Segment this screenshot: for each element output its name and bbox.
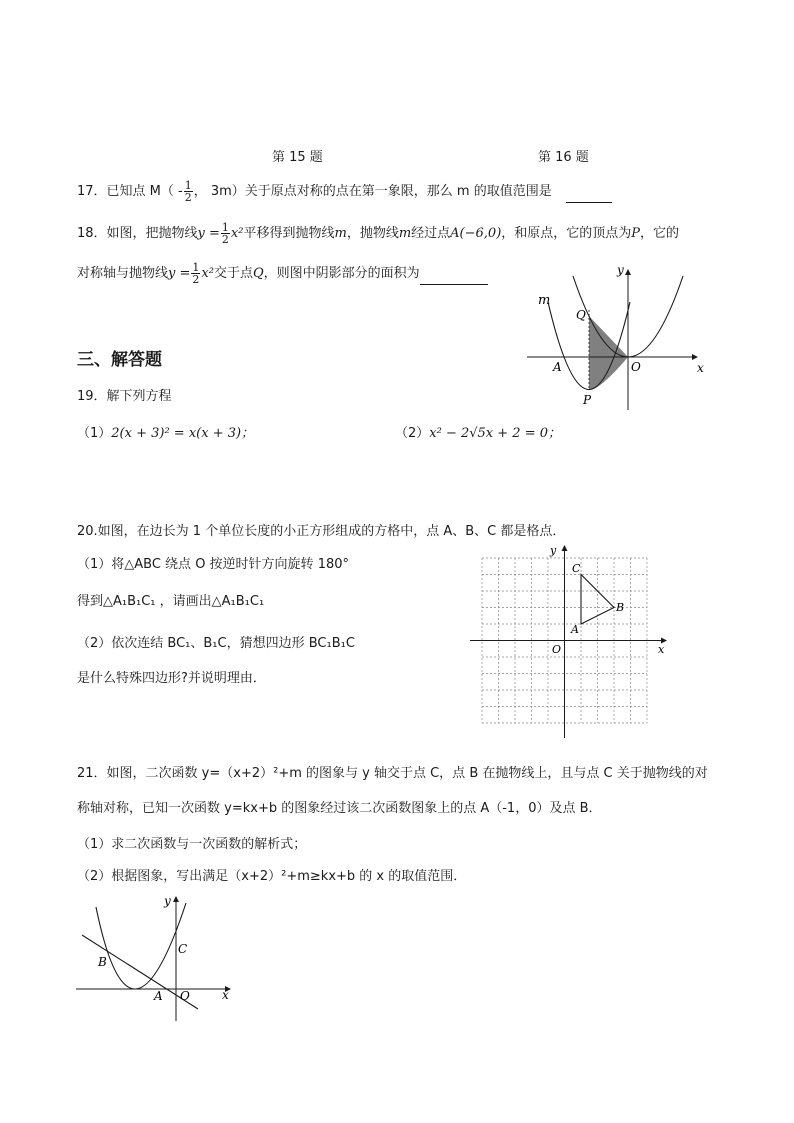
q21-part1: （1）求二次函数与一次函数的解析式；	[77, 837, 307, 852]
label-x: x	[222, 988, 229, 1002]
question-17	[77, 180, 612, 203]
q18-text-c: ，抛物线	[346, 226, 399, 241]
figure-q20-grid	[470, 542, 670, 740]
q18-m-1: m	[334, 226, 347, 241]
label-A: A	[553, 360, 562, 374]
q18-text-a: 18．如图，把抛物线	[77, 226, 198, 241]
label-C: C	[178, 942, 188, 956]
q19-part1-eq: 2(x + 3)² = x(x + 3)；	[111, 426, 255, 441]
label-x: x	[697, 361, 704, 375]
q18-text-d: 经过点	[411, 226, 451, 241]
q21-part2: （2）根据图象，写出满足（x+2）²+m≥kx+b 的 x 的取值范围．	[77, 869, 467, 884]
q18-text-e: ，和原点，它的顶点为	[501, 226, 632, 241]
q18-fraction-2: $\frac{1}{2}$	[192, 261, 200, 286]
label-P: P	[583, 393, 592, 407]
figure-q18-parabolas	[525, 262, 715, 412]
q18-text-g: 对称轴与抛物线	[77, 266, 169, 281]
q19-part1-label: （1）	[77, 426, 112, 441]
label-O: O	[180, 989, 190, 1003]
q18-m-2: m	[398, 226, 412, 241]
caption-q15: 第 15 题	[272, 150, 323, 165]
q18-point-a: A(−6,0)	[450, 226, 502, 241]
label-Q: Q	[576, 308, 586, 322]
q19-part2-eq: x² − 2√5x + 2 = 0；	[429, 426, 561, 441]
q17-middle: ， 3m）关于原点对称的点在第一象限，那么 m 的取值范围是	[193, 184, 552, 199]
label-C: C	[572, 562, 581, 575]
q20-part2: （2）依次连结 BC₁、B₁C，猜想四边形 BC₁B₁C	[77, 636, 355, 651]
question-20-title: 20.如图，在边长为 1 个单位长度的小正方形组成的方格中，点 A、B、C 都是格点．	[77, 524, 566, 539]
label-y: y	[550, 544, 557, 557]
label-B: B	[616, 601, 625, 614]
q19-part2	[395, 422, 561, 441]
q18-fraction-1: $\frac{1}{2}$	[221, 221, 229, 246]
q18-text-i: ，则图中阴影部分的面积为	[263, 266, 420, 281]
label-A: A	[571, 623, 579, 636]
q18-q: Q	[252, 266, 264, 281]
q18-text-b: 平移得到抛物线	[243, 226, 335, 241]
q17-prefix: 17．已知点 M（ -	[77, 184, 183, 199]
q18-text-h: 交于点	[213, 266, 253, 281]
label-y: y	[617, 263, 624, 277]
q17-fraction: $\frac{1}{2}$	[184, 179, 192, 204]
q19-part1	[77, 422, 254, 441]
question-21-line2: 称轴对称，已知一次函数 y=kx+b 的图象经过该二次函数图象上的点 A（-1，0）及点 B．	[77, 801, 602, 816]
q18-x2: x²	[230, 226, 244, 241]
label-m: m	[538, 293, 551, 308]
question-19-title: 19．解下列方程	[77, 389, 172, 404]
q18-text-f: ，它的	[640, 226, 680, 241]
parabola	[96, 903, 186, 989]
q18-y-eq: y =	[197, 226, 220, 241]
label-O: O	[552, 643, 562, 656]
label-O: O	[631, 360, 641, 374]
caption-q16: 第 16 题	[538, 150, 589, 165]
question-18-line1	[77, 222, 679, 245]
label-x: x	[658, 643, 665, 656]
q18-x2-2: x²	[201, 266, 214, 281]
question-21-line1: 21．如图，二次函数 y=（x+2）²+m 的图象与 y 轴交于点 C，点 B 在抛物线上，且与点 C 关于抛物线的对	[77, 766, 708, 781]
question-18-line2	[77, 262, 488, 285]
section-title: 三、解答题	[77, 350, 162, 370]
q17-answer-blank[interactable]	[566, 188, 612, 203]
q20-part1-cont: 得到△A₁B₁C₁ ，请画出△A₁B₁C₁	[77, 594, 265, 609]
label-B: B	[98, 955, 107, 969]
q18-p: P	[631, 226, 641, 241]
q19-part2-label: （2）	[395, 426, 430, 441]
q20-part2-cont: 是什么特殊四边形?并说明理由．	[77, 671, 266, 686]
label-y: y	[164, 894, 171, 908]
q20-part1: （1）将△ABC 绕点 O 按逆时针方向旋转 180°	[77, 557, 350, 572]
figure-q21-graph	[72, 893, 237, 1023]
q18-y-eq-2: y =	[168, 266, 191, 281]
label-A: A	[154, 989, 163, 1003]
q18-answer-blank[interactable]	[420, 270, 488, 285]
